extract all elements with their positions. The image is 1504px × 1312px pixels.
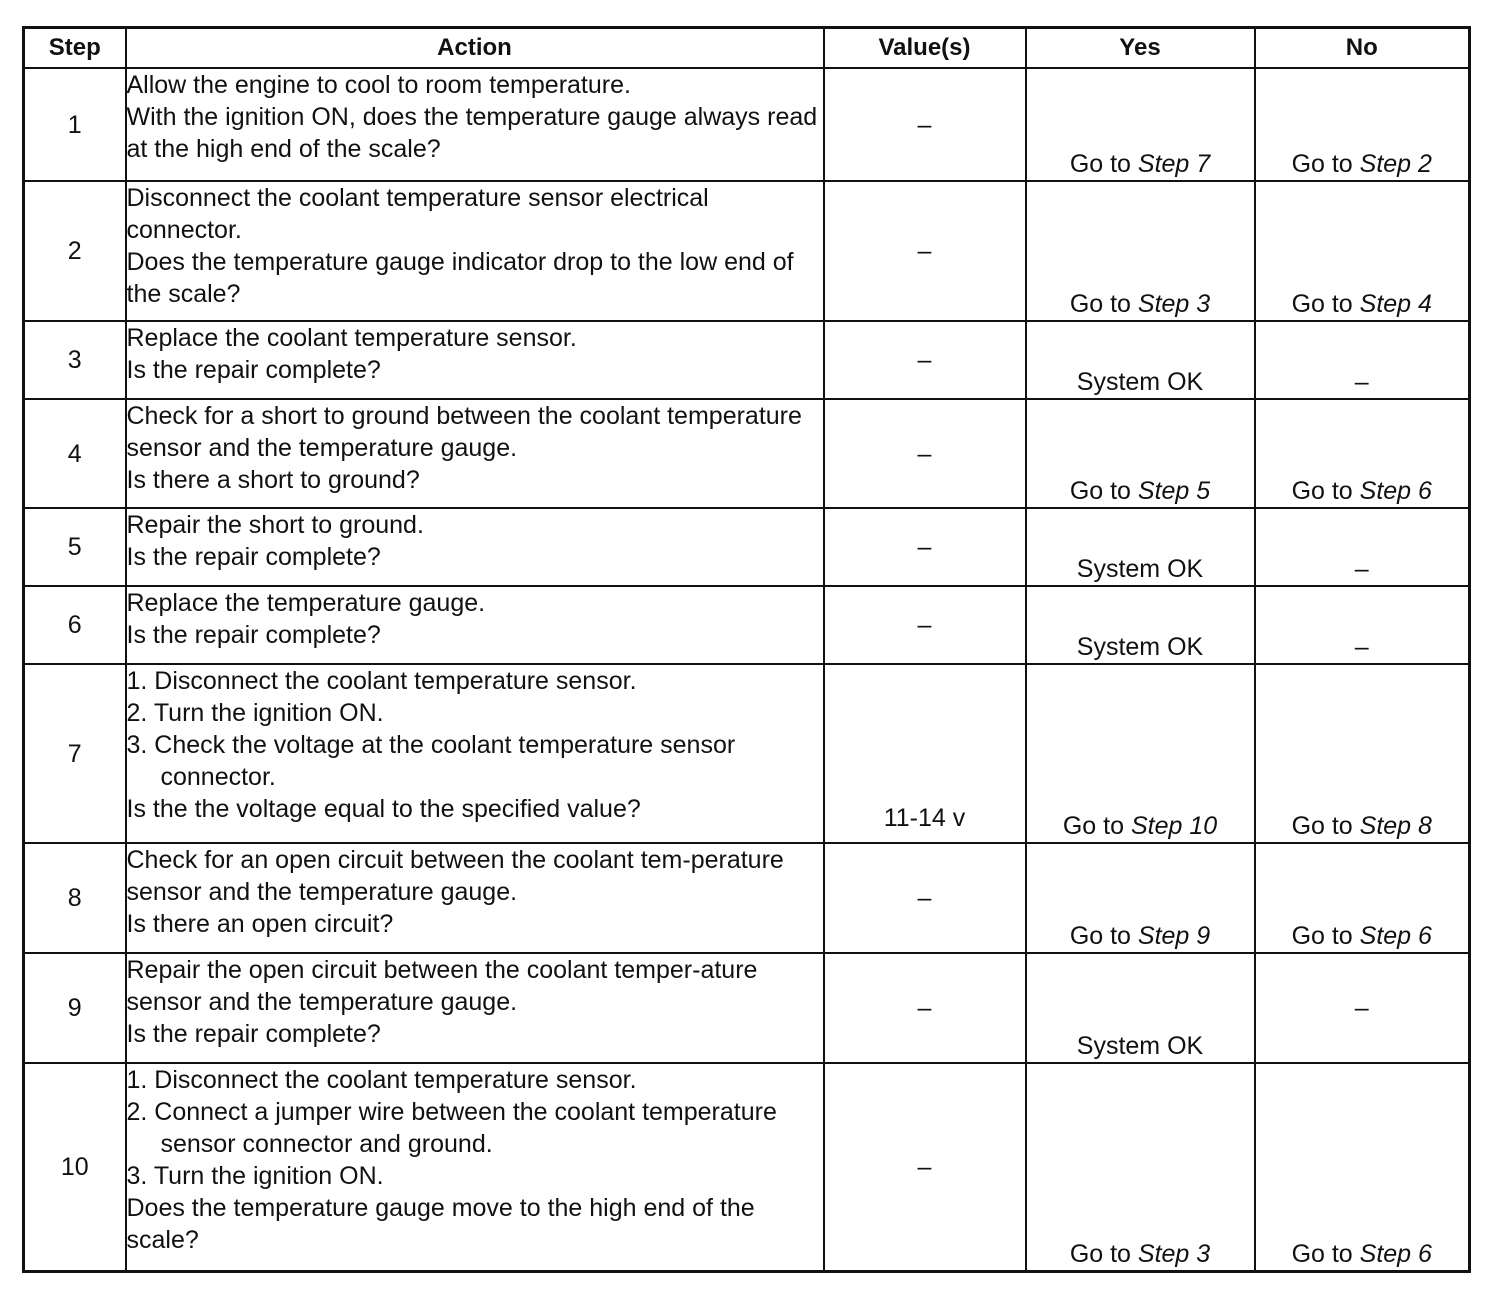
table-row bbox=[24, 1063, 1470, 1271]
action-cell bbox=[126, 68, 824, 181]
yes-result-prefix: System OK bbox=[1076, 368, 1204, 396]
yes-cell bbox=[1026, 508, 1255, 586]
action-text: Is there an open circuit? bbox=[126, 910, 394, 938]
yes-cell bbox=[1026, 843, 1255, 953]
action-text: Is the repair complete? bbox=[126, 543, 381, 571]
yes-result-target: Step 9 bbox=[1137, 922, 1211, 950]
table-row bbox=[24, 68, 1470, 181]
yes-result-target: Step 10 bbox=[1130, 812, 1218, 840]
no-result bbox=[1355, 368, 1369, 396]
action-cell bbox=[126, 953, 824, 1063]
table-row bbox=[24, 321, 1470, 399]
header-row bbox=[24, 28, 1470, 69]
yes-cell bbox=[1026, 953, 1255, 1063]
value-cell: – bbox=[824, 1063, 1026, 1271]
step-number: 8 bbox=[24, 843, 126, 953]
yes-result-prefix: Go to bbox=[1069, 150, 1138, 178]
header-value: Value(s) bbox=[824, 28, 1026, 69]
action-text: Check for a short to ground between the coolant temperature sensor and the temperature gauge. bbox=[126, 402, 802, 462]
no-result bbox=[1292, 150, 1432, 178]
value-cell: – bbox=[824, 508, 1026, 586]
yes-result-prefix: System OK bbox=[1076, 1032, 1204, 1060]
action-cell bbox=[126, 181, 824, 321]
yes-result-target: Step 7 bbox=[1137, 150, 1211, 178]
yes-result-target: Step 5 bbox=[1137, 477, 1211, 505]
no-cell bbox=[1255, 181, 1470, 321]
no-cell bbox=[1255, 399, 1470, 508]
no-result-prefix: – bbox=[1354, 633, 1369, 661]
no-result-prefix: Go to bbox=[1291, 150, 1360, 178]
no-result bbox=[1292, 1240, 1432, 1268]
yes-cell bbox=[1026, 1063, 1255, 1271]
diagnostic-table bbox=[22, 26, 1471, 1273]
header-action: Action bbox=[126, 28, 824, 69]
table-header bbox=[24, 28, 1470, 69]
action-text: Allow the engine to cool to room temperature. bbox=[126, 71, 631, 99]
action-cell bbox=[126, 1063, 824, 1271]
no-result-target: Step 8 bbox=[1359, 812, 1432, 840]
action-text: Repair the short to ground. bbox=[126, 511, 424, 539]
yes-result bbox=[1070, 150, 1210, 178]
action-text: Is the repair complete? bbox=[126, 356, 381, 384]
yes-result bbox=[1077, 1032, 1203, 1060]
value-cell: – bbox=[824, 586, 1026, 664]
action-list-item: 1. Disconnect the coolant temperature sensor. bbox=[126, 1066, 637, 1094]
no-result-prefix: – bbox=[1354, 368, 1369, 396]
action-cell bbox=[126, 321, 824, 399]
step-number: 9 bbox=[24, 953, 126, 1063]
no-result-prefix: – bbox=[1354, 994, 1369, 1022]
step-number: 4 bbox=[24, 399, 126, 508]
no-cell bbox=[1255, 843, 1470, 953]
no-result bbox=[1355, 994, 1369, 1022]
yes-result bbox=[1070, 922, 1210, 950]
action-cell bbox=[126, 399, 824, 508]
action-text: Check for an open circuit between the coolant tem-perature sensor and the temperature gauge. bbox=[126, 846, 784, 906]
action-cell bbox=[126, 664, 824, 843]
action-text: Is the repair complete? bbox=[126, 1020, 381, 1048]
no-result-prefix: Go to bbox=[1291, 290, 1360, 318]
yes-result bbox=[1077, 555, 1203, 583]
yes-result-prefix: Go to bbox=[1069, 922, 1138, 950]
yes-result bbox=[1070, 290, 1210, 318]
action-list-item: 1. Disconnect the coolant temperature sensor. bbox=[126, 667, 637, 695]
table-row bbox=[24, 953, 1470, 1063]
yes-result-prefix: Go to bbox=[1069, 290, 1138, 318]
step-number: 1 bbox=[24, 68, 126, 181]
table-row bbox=[24, 664, 1470, 843]
value-cell: – bbox=[824, 843, 1026, 953]
no-result-prefix: Go to bbox=[1291, 477, 1360, 505]
no-result bbox=[1292, 290, 1432, 318]
no-result-target: Step 2 bbox=[1359, 150, 1432, 178]
header-no: No bbox=[1255, 28, 1470, 69]
action-text: Replace the coolant temperature sensor. bbox=[126, 324, 577, 352]
yes-cell bbox=[1026, 321, 1255, 399]
no-cell bbox=[1255, 508, 1470, 586]
no-cell bbox=[1255, 953, 1470, 1063]
no-result-prefix: Go to bbox=[1291, 1239, 1360, 1268]
no-result-target: Step 6 bbox=[1359, 922, 1432, 950]
header-step: Step bbox=[24, 28, 126, 69]
value-cell: – bbox=[824, 399, 1026, 508]
action-text: Is the the voltage equal to the specified value? bbox=[126, 795, 641, 823]
no-cell bbox=[1255, 1063, 1470, 1271]
no-result-target: Step 6 bbox=[1359, 1239, 1432, 1268]
no-result-target: Step 6 bbox=[1359, 477, 1432, 505]
action-text: Repair the open circuit between the coolant temper-ature sensor and the temperature gauge. bbox=[126, 956, 758, 1016]
action-text: Is the repair complete? bbox=[126, 621, 381, 649]
no-cell bbox=[1255, 586, 1470, 664]
yes-cell bbox=[1026, 181, 1255, 321]
action-list-item: 3. Turn the ignition ON. bbox=[126, 1162, 384, 1190]
no-cell bbox=[1255, 321, 1470, 399]
yes-result bbox=[1070, 1240, 1210, 1268]
action-text: Replace the temperature gauge. bbox=[126, 589, 486, 617]
yes-result-prefix: Go to bbox=[1062, 812, 1131, 840]
value-cell: – bbox=[824, 953, 1026, 1063]
no-result bbox=[1292, 922, 1432, 950]
action-list-item: 2. Turn the ignition ON. bbox=[126, 699, 384, 727]
step-number: 6 bbox=[24, 586, 126, 664]
no-result bbox=[1355, 555, 1369, 583]
table-row bbox=[24, 843, 1470, 953]
no-result-prefix: – bbox=[1354, 555, 1369, 583]
action-cell bbox=[126, 586, 824, 664]
yes-result bbox=[1077, 633, 1203, 661]
action-text: Does the temperature gauge indicator drop to the low end of the scale? bbox=[126, 248, 794, 308]
yes-result bbox=[1077, 368, 1203, 396]
action-cell bbox=[126, 508, 824, 586]
yes-result-target: Step 3 bbox=[1137, 1239, 1211, 1268]
step-number: 5 bbox=[24, 508, 126, 586]
table-body bbox=[24, 68, 1470, 1271]
no-cell bbox=[1255, 68, 1470, 181]
no-result-prefix: Go to bbox=[1291, 922, 1360, 950]
table-row bbox=[24, 586, 1470, 664]
yes-cell bbox=[1026, 664, 1255, 843]
action-text: Disconnect the coolant temperature sensor electrical connector. bbox=[126, 184, 709, 244]
no-result bbox=[1355, 633, 1369, 661]
table-row bbox=[24, 508, 1470, 586]
no-result-prefix: Go to bbox=[1291, 812, 1360, 840]
step-number: 10 bbox=[24, 1063, 126, 1271]
value-cell: 11-14 v bbox=[824, 664, 1026, 843]
yes-result bbox=[1070, 477, 1210, 505]
table-row bbox=[24, 399, 1470, 508]
action-text: Is there a short to ground? bbox=[126, 466, 420, 494]
step-number: 3 bbox=[24, 321, 126, 399]
action-cell bbox=[126, 843, 824, 953]
step-number: 7 bbox=[24, 664, 126, 843]
yes-result bbox=[1063, 812, 1217, 840]
value-cell: – bbox=[824, 181, 1026, 321]
yes-result-prefix: System OK bbox=[1076, 555, 1204, 583]
no-result-target: Step 4 bbox=[1359, 290, 1432, 318]
value-cell: – bbox=[824, 68, 1026, 181]
no-result bbox=[1292, 812, 1432, 840]
step-number: 2 bbox=[24, 181, 126, 321]
action-list-item: 3. Check the voltage at the coolant temperature sensor connector. bbox=[126, 731, 736, 791]
table-row bbox=[24, 181, 1470, 321]
yes-result-target: Step 3 bbox=[1137, 290, 1211, 318]
yes-cell bbox=[1026, 68, 1255, 181]
action-list-item: 2. Connect a jumper wire between the coolant temperature sensor connector and ground. bbox=[126, 1098, 777, 1158]
value-cell: – bbox=[824, 321, 1026, 399]
header-yes: Yes bbox=[1026, 28, 1255, 69]
yes-result-prefix: System OK bbox=[1076, 633, 1204, 661]
action-text: With the ignition ON, does the temperature gauge always read at the high end of the scale? bbox=[126, 103, 818, 163]
yes-result-prefix: Go to bbox=[1069, 477, 1138, 505]
yes-cell bbox=[1026, 586, 1255, 664]
no-cell bbox=[1255, 664, 1470, 843]
yes-result-prefix: Go to bbox=[1069, 1239, 1138, 1268]
action-text: Does the temperature gauge move to the high end of the scale? bbox=[126, 1194, 755, 1254]
yes-cell bbox=[1026, 399, 1255, 508]
no-result bbox=[1292, 477, 1432, 505]
